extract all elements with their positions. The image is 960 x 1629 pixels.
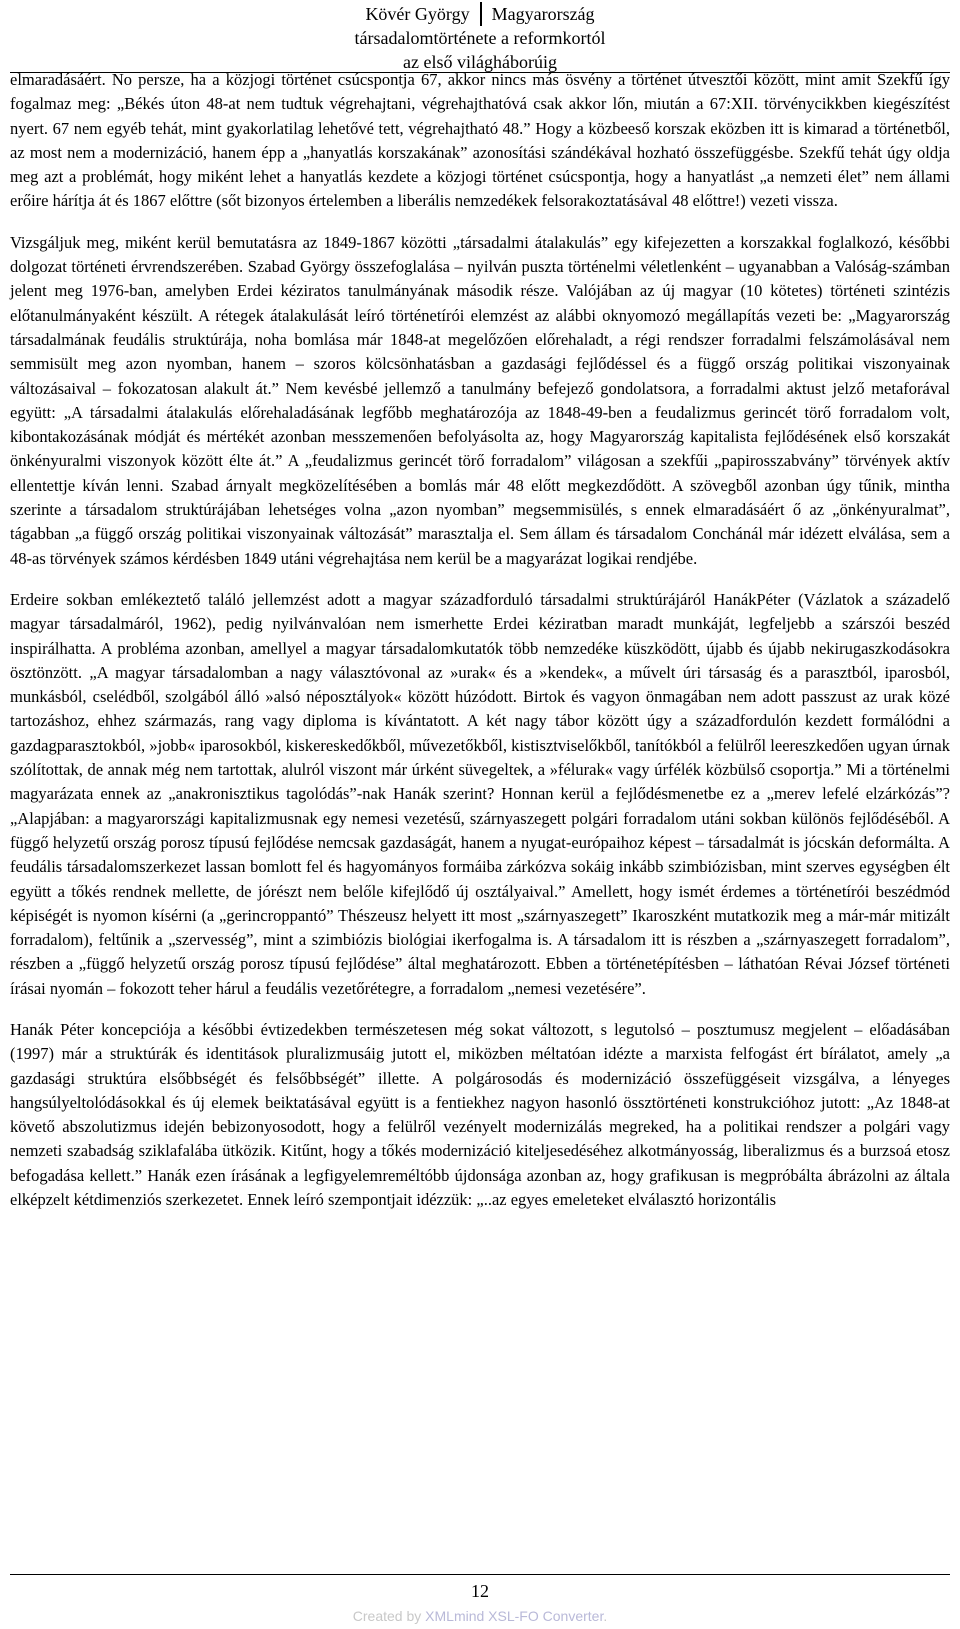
paragraph-2: Vizsgáljuk meg, miként kerül bemutatásra az 1849-1867 közötti „társadalmi átalakulás” egy kifejezetten a korszakkal foglalkozó, későbbi dolgozat történeti érvrendszerében. Szabad György összefoglalása – nyilván puszta történelmi véletlenként – ugyanabban a Valóság-számban jelent meg 1976-ban, amelyben Erdei kéziratos tanulmányának második része. Valójában az új magyar (10 kötetes) történeti szintézis előtanulmányaként készült. A rétegek átalakulását leíró történetírói elemzést az alábbi oknyomozó megállapítás vezeti be: „Magyarország társadalmának feudális struktúrája, noha bomlása már 1848-at megelőzően előrehaladt, a régi rendszer forradalmi felszámolásával nem semmisült meg azon nyomban, hanem – szoros kölcsönhatásban a gazdasági fejlődéssel és a függő ország politikai viszonyainak változásaival – fokozatosan alakult át.” Nem kevésbé jellemző a tanulmány befejező gondolatsora, a forradalmi aktust jelző metaforával együtt: „A társadalmi átalakulás előrehaladásának legfőbb meghatározója az 1848-49-ben a feudalizmus gerincét törő forradalom volt, kibontakozásának módját és mértékét azonban messzemenően befolyásolta az, hogy Magyarország kapitalista fejlődésének első korszakát önkényuralmi viszonyok között élte át.” A „feudalizmus gerincét törő forradalom” világosan a szekfűi „papirosszabvány” törvények aktív ellentettje kíván lenni. Szabad árnyalt megközelítésében a bomlás már 48 előtt megkezdődött. A szövegből azonban úgy tűnik, mintha szerinte a társadalom struktúrájában lehetséges volna „azon nyomban” megsemmisülés, s ennek elmaradásáért ő az „önkényuralmat”, tágabban „a függő ország politikai viszonyainak változását” marasztalja el. Sem állam és társadalom Conchánál már idézett elválása, sem a 48-as törvények számos kérdésben 1849 utáni végrehajtása nem kerül be a magyarázat logikai rendjébe.	[10, 232, 950, 568]
header-title-line-1: Magyarország	[491, 4, 595, 24]
header-separator	[480, 2, 482, 26]
document-body	[10, 68, 950, 1212]
paragraph-4: Hanák Péter koncepciója a későbbi évtizedekben természetesen még sokat változott, s legutolsó – posztumusz megjelent – előadásában (1997) már a struktúrák és identitások pluralizmusáig jutott el, miközben méltatóan idézte a marxista felfogást ért bírálatot, amely „a gazdasági struktúra elsőbbségét és felsőbbségét” illette. A polgárosodás és modernizáció összefüggéseit vizsgálva, a lényeges hangsúlyeltolódásokkal és új elemek beiktatásával együtt is a fentiekhez nagyon hasonló össztörténeti konstrukcióhoz jutott: „Az 1848-at követő abszolutizmus idején bebizonyosodott, hogy a felülről vezényelt modernizálás megreked, ha a politikai rendszer a polgári vagy nemzeti szabadság sziklafalába ütközik. Kitűnt, hogy a tőkés modernizáció kiteljesedéséhez alkotmányosság, liberalizmus és a burzsoá etosz befogadása kellett.” Hanák ezen írásának a legfigyelemreméltóbb újdonsága azonban az, hogy grafikusan is megpróbálta ábrázolni az általa elképzelt kétdimenziós szerkezetet. Ennek leíró szempontjait idézzük: „..az egyes emeleteket elválasztó horizontális	[10, 1019, 950, 1210]
header-title-line-3: az első világháborúig	[403, 52, 557, 72]
header-author: Kövér György	[365, 4, 470, 24]
paragraph-1: elmaradásáért. No persze, ha a közjogi történet csúcspontja 67, akkor nincs más ösvény a történet útvesztői között, mint amit Szekfű így fogalmaz meg: „Békés úton 48-at nem tudtuk végrehajtani, végrehajthatóvá csak akkor lőn, miután a 67:XII. törvénycikkben kiegészítést nyert. 67 nem egyéb tehát, mint gyakorlatilag lehetővé tett, végrehajtható 48.” Hogy a közbeeső korszak eközben itt is kimarad a történetből, az most nem a modernizáció, hanem épp a „hanyatlás korszakának” azonosítási szándékával hozható összefüggésbe. Szekfű tehát úgy oldja meg azt a problémát, hogy miként lehet a hanyatlás kezdete a közjogi történet csúcspontja, hogy a hanyatlást „a nemzeti élet” nem állami erőire hárítja át és 1867 előttre (sőt bizonyos értelemben a liberális nemzedékek felsorakoztatásával 48 előttre!) vezeti vissza.	[10, 70, 950, 211]
credit-suffix: .	[603, 1608, 608, 1624]
page-number: 12	[471, 1581, 489, 1601]
header-first-line	[0, 2, 960, 26]
header-title-line-2: társadalomtörténete a reformkortól	[354, 28, 606, 48]
page-header	[0, 2, 960, 74]
paragraph-3: Erdeire sokban emlékeztető találó jellemzést adott a magyar századforduló társadalmi struktúrájáról HanákPéter (Vázlatok a századelő magyar társadalmáról, 1962), pedig nyilvánvalóan nem ismerhette Erdei kéziratban maradt munkáját, legfeljebb a szárszói beszéd inspirálhatta. A probléma azonban, amellyel a magyar társadalomkutatók több nemzedéke küszködött, újabb és újabb nekirugaszkodásokra ösztönzött. „A magyar társadalomban a nagy választóvonal az »urak« és a »kendek«, a művelt úri társaság és a parasztból, iparosból, munkásból, cselédből, szolgából álló »alsó néposztályok« között húzódott. Birtok és vagyon önmagában nem adott passzust az urak közé tartozáshoz, ehhez származás, rang vagy diploma is kívántatott. A két nagy tábor között úgy a századfordulón kezdett formálódni a gazdagparasztokból, »jobb« iparosokból, kiskereskedőkből, művezetőkből, kistisztviselőkből, tanítókból a felülről leereszkedően ugyan úrnak szólítottak, de annak még nem tartottak, alulról viszont már úrként süvegeltek, a »félurak« vagy úrfélék közbülső csoportja.” Mi a történelmi magyarázata ennek az „anakronisztikus tagolódás”-nak Hanák szerint? Honnan kerül a fejlődésmenetbe ez a „merev lefelé elzárkózás”? „Alapjában: a magyarországi kapitalizmusnak egy nemesi vezetésű, szárnyaszegett polgári forradalom utáni sokban különös fejlődéséből. A függő helyzetű ország porosz típusú fejlődése nemcsak gazdaságát, hanem a nyugat-európaihoz képest – társadalmát is jócskán deformálta. A feudális társadalomszerkezet lassan bomlott fel és hagyományos formáiba zárkózva sokáig inkább szimbiózisban, mint szerves egységben élt együtt a tőkés rendnek mellette, de jórészt nem belőle kifejlődő új osztályaival.” Amellett, hogy ismét érdemes a történetírói beszédmód képiségét is nyomon kísérni (a „gerincroppantó” Thészeusz helyett itt most „szárnyaszegett” Ikaroszként mutatkozik meg a már-már mitizált forradalom), feltűnik a „szervesség”, mint a szimbiózis biológiai ikerfogalma is. A társadalom itt is részben a „szárnyaszegett forradalom”, részben a „függő helyzetű ország porosz típusú fejlődése” által meghatározott. Ebben a történetépítésben – láthatóan Révai József történeti írásai nyomán – fokozott teher hárul a feudális vezetőrétegre, a forradalom „nemesi vezetésére”.	[10, 589, 950, 998]
converter-credit	[0, 1608, 960, 1624]
credit-prefix: Created by	[352, 1608, 426, 1624]
footer-divider	[10, 1574, 950, 1575]
credit-brand-link[interactable]: XMLmind XSL-FO Converter	[425, 1608, 604, 1624]
